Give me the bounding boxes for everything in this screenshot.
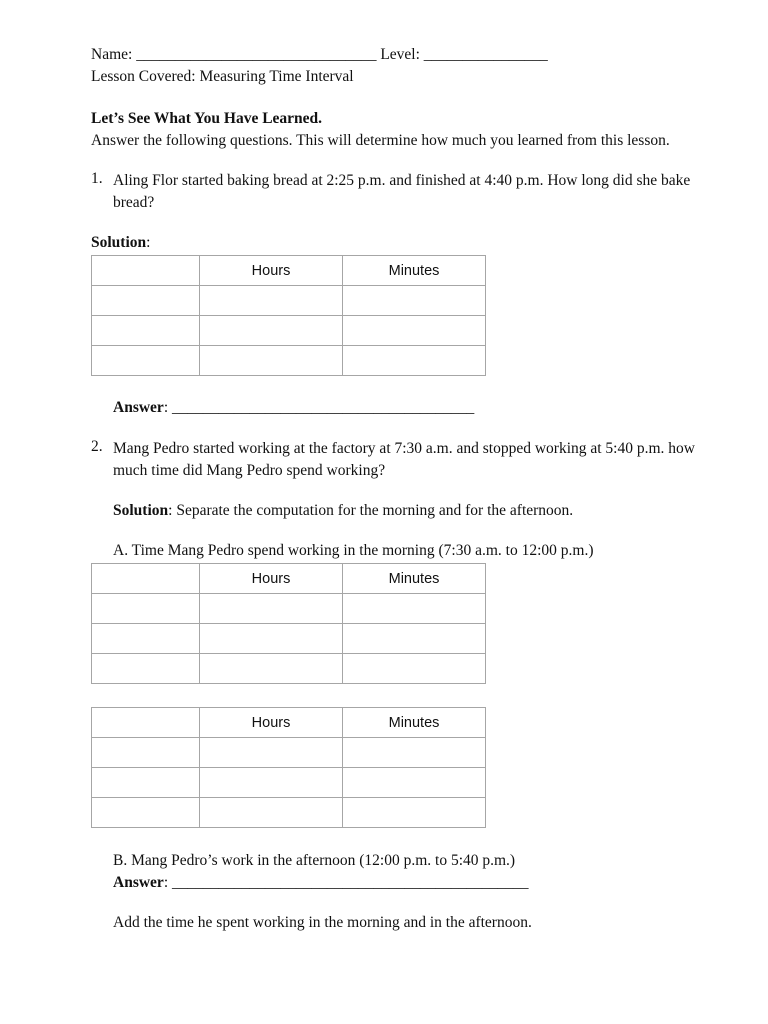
question-2-text: Mang Pedro started working at the factory at 7:30 a.m. and stopped working at 5:40 p.m. how much time did Mang Pedro spend working? bbox=[113, 440, 695, 479]
blank-cell[interactable] bbox=[200, 346, 343, 376]
blank-cell[interactable] bbox=[343, 624, 486, 654]
blank-cell[interactable] bbox=[92, 624, 200, 654]
table-row bbox=[92, 316, 486, 346]
blank-cell[interactable] bbox=[200, 594, 343, 624]
blank-cell[interactable] bbox=[200, 286, 343, 316]
q1-solution-line bbox=[91, 232, 711, 254]
blank-cell[interactable] bbox=[92, 346, 200, 376]
blank-cell[interactable] bbox=[92, 286, 200, 316]
question-1-number: 1. bbox=[91, 170, 103, 187]
blank-cell[interactable] bbox=[92, 798, 200, 828]
table-row bbox=[92, 256, 486, 286]
blank-cell[interactable] bbox=[200, 316, 343, 346]
question-1 bbox=[91, 170, 711, 214]
q2-part-a: A. Time Mang Pedro spend working in the morning (7:30 a.m. to 12:00 p.m.) bbox=[113, 542, 594, 559]
question-1-text: Aling Flor started baking bread at 2:25 p.m. and finished at 4:40 p.m. How long did she bake bread? bbox=[113, 172, 691, 211]
q1-answer-line bbox=[113, 397, 711, 419]
q1-answer-label: Answer bbox=[113, 399, 164, 416]
blank-cell[interactable] bbox=[343, 654, 486, 684]
q2-table-a bbox=[91, 563, 486, 684]
blank-cell[interactable] bbox=[92, 738, 200, 768]
blank-cell[interactable] bbox=[343, 594, 486, 624]
hours-header: Hours bbox=[200, 564, 343, 594]
blank-cell[interactable] bbox=[200, 738, 343, 768]
table-row bbox=[92, 708, 486, 738]
q2-answer-blank[interactable]: : ______________________________________________ bbox=[163, 874, 529, 891]
minutes-header: Minutes bbox=[343, 564, 486, 594]
blank-cell[interactable] bbox=[200, 768, 343, 798]
table-row bbox=[92, 624, 486, 654]
minutes-header: Minutes bbox=[343, 708, 486, 738]
header-cell bbox=[92, 256, 200, 286]
table-row bbox=[92, 594, 486, 624]
q2-answer-line bbox=[113, 872, 711, 894]
q2-answer-label: Answer bbox=[113, 874, 164, 891]
minutes-header: Minutes bbox=[343, 256, 486, 286]
table-row bbox=[92, 738, 486, 768]
blank-cell[interactable] bbox=[343, 798, 486, 828]
q2-solution-line bbox=[113, 500, 711, 522]
table-row bbox=[92, 286, 486, 316]
question-2-number: 2. bbox=[91, 438, 103, 455]
header-cell bbox=[92, 564, 200, 594]
q1-solution-table bbox=[91, 255, 486, 376]
q2-add-instruction: Add the time he spent working in the morning and in the afternoon. bbox=[113, 914, 532, 931]
q1-answer-blank[interactable]: : _______________________________________ bbox=[163, 399, 475, 416]
blank-cell[interactable] bbox=[200, 654, 343, 684]
blank-cell[interactable] bbox=[343, 738, 486, 768]
blank-cell[interactable] bbox=[343, 346, 486, 376]
table-row bbox=[92, 654, 486, 684]
question-2 bbox=[91, 438, 711, 482]
blank-cell[interactable] bbox=[343, 286, 486, 316]
instructions-text: Answer the following questions. This will determine how much you learned from this lesson. bbox=[91, 132, 670, 149]
q2-table-b bbox=[91, 707, 486, 828]
table-row bbox=[92, 346, 486, 376]
q2-solution-text: : Separate the computation for the morning and for the afternoon. bbox=[168, 502, 574, 519]
q2-solution-label: Solution bbox=[113, 502, 169, 519]
blank-cell[interactable] bbox=[92, 768, 200, 798]
q1-solution-label: Solution bbox=[91, 234, 147, 251]
blank-cell[interactable] bbox=[200, 624, 343, 654]
blank-cell[interactable] bbox=[343, 768, 486, 798]
hours-header: Hours bbox=[200, 256, 343, 286]
blank-cell[interactable] bbox=[92, 654, 200, 684]
hours-header: Hours bbox=[200, 708, 343, 738]
blank-cell[interactable] bbox=[92, 316, 200, 346]
blank-cell[interactable] bbox=[92, 594, 200, 624]
worksheet-page bbox=[91, 44, 711, 934]
table-row bbox=[92, 798, 486, 828]
blank-cell[interactable] bbox=[343, 316, 486, 346]
table-row bbox=[92, 768, 486, 798]
header-cell bbox=[92, 708, 200, 738]
name-level-line: Name: _______________________________ Level: ________________ bbox=[91, 46, 548, 63]
q2-part-b: B. Mang Pedro’s work in the afternoon (12:00 p.m. to 5:40 p.m.) bbox=[113, 852, 516, 869]
lesson-covered-line: Lesson Covered: Measuring Time Interval bbox=[91, 68, 354, 85]
blank-cell[interactable] bbox=[200, 798, 343, 828]
q1-solution-suffix: : bbox=[146, 234, 151, 251]
table-row bbox=[92, 564, 486, 594]
section-heading: Let’s See What You Have Learned. bbox=[91, 110, 323, 127]
